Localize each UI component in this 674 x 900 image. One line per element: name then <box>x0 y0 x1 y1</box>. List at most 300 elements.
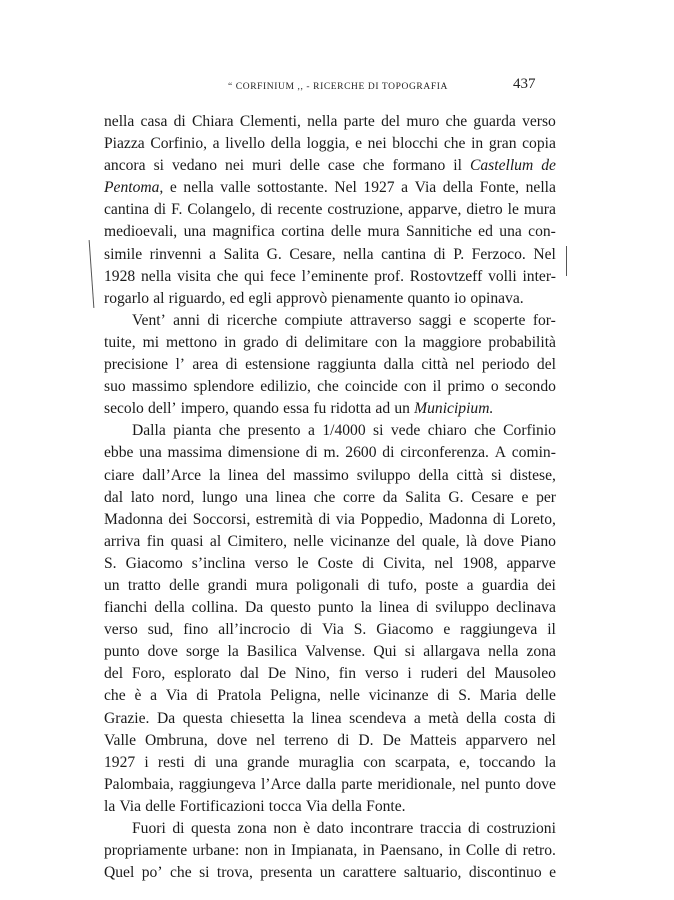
word: Da <box>245 599 264 617</box>
word: grandi <box>207 576 248 594</box>
word: mettono <box>166 333 218 351</box>
word: Nino, <box>294 665 330 683</box>
word: le <box>297 554 309 572</box>
word: i <box>144 753 149 771</box>
word: di <box>196 687 209 705</box>
word: muraglia <box>298 753 355 771</box>
word: magnifica <box>212 223 275 241</box>
word: Fortificazioni <box>179 797 265 815</box>
word: gran <box>488 135 517 153</box>
word: a <box>401 179 409 197</box>
word: G. <box>266 245 282 263</box>
word: questa <box>191 820 231 837</box>
word: di <box>337 731 350 749</box>
word: con <box>363 753 386 771</box>
word: urbane: <box>192 842 240 860</box>
word: Colle <box>465 842 500 860</box>
text-line <box>104 420 556 442</box>
word: primo <box>447 378 485 396</box>
word: di <box>225 356 238 374</box>
word: del <box>104 665 124 683</box>
word: muri <box>252 157 282 175</box>
word: opinava. <box>470 289 524 307</box>
word: che <box>216 267 239 285</box>
word: massima <box>167 444 223 462</box>
word: copia <box>522 135 556 153</box>
word: ridotta <box>330 400 372 418</box>
word: circonferenza. <box>400 444 489 462</box>
word: Fonte. <box>366 797 406 815</box>
word: sottostante. <box>257 179 328 197</box>
word: lato <box>130 488 155 506</box>
word: Nel <box>533 245 556 263</box>
word: A <box>494 444 506 462</box>
word: della <box>154 599 185 617</box>
text-line <box>104 376 556 398</box>
word: approvò <box>276 289 328 307</box>
word: verso <box>364 665 399 683</box>
word: di <box>260 201 273 219</box>
word: fin <box>338 665 357 683</box>
text-line <box>104 840 556 862</box>
word: una <box>215 753 238 771</box>
word: de <box>541 157 556 175</box>
word: si <box>199 864 210 882</box>
word: che <box>313 488 336 506</box>
word: Ombruna, <box>145 731 208 749</box>
word: dove <box>147 643 178 661</box>
word: attraverso <box>349 311 412 329</box>
word: ad <box>375 400 391 418</box>
word: esplorato <box>174 665 232 683</box>
word: Peligna, <box>270 687 321 705</box>
word: secondo <box>504 378 556 396</box>
word: saltuario, <box>403 864 462 882</box>
word: chiaro <box>427 422 467 440</box>
word: Salita <box>223 245 260 263</box>
word: Matteis <box>409 731 457 749</box>
word: Salita <box>405 488 441 506</box>
word: suo <box>104 378 126 396</box>
word: allargava <box>423 643 481 661</box>
word: a <box>212 135 220 153</box>
text-line <box>104 465 556 487</box>
word: ebbe <box>104 444 134 462</box>
word: dei <box>168 510 188 528</box>
word: del <box>536 356 556 374</box>
word: dove <box>525 775 556 793</box>
word: il <box>453 157 462 175</box>
word: il <box>432 378 442 396</box>
word: Mausoleo <box>494 665 556 683</box>
word: Castellum <box>469 157 534 175</box>
word: del <box>266 466 286 484</box>
word: chiesetta <box>230 709 285 727</box>
word: la <box>404 333 416 351</box>
word: che <box>104 687 126 705</box>
word: discontinuo <box>468 864 542 882</box>
word: dove <box>483 532 514 550</box>
word: Fuori <box>132 820 166 837</box>
word: del <box>381 113 401 130</box>
word: dalla <box>383 356 414 374</box>
word: la <box>227 643 239 661</box>
word: e <box>169 179 177 197</box>
text-line <box>104 774 556 796</box>
word: della <box>331 797 362 815</box>
word: sviluppo <box>356 466 411 484</box>
word: compiute <box>284 311 343 329</box>
word: delimitare <box>304 333 368 351</box>
left-margin-mark <box>89 240 95 308</box>
word: che <box>474 422 496 440</box>
text-line <box>104 796 556 818</box>
word: periodo <box>481 356 530 374</box>
word: carattere <box>342 864 397 882</box>
word: l’ <box>175 356 185 374</box>
word: Corfinio, <box>150 135 208 153</box>
word: di <box>172 820 185 837</box>
word: delle <box>525 687 556 705</box>
word: poligonali <box>296 576 360 594</box>
word: della <box>270 135 301 153</box>
word: e <box>443 621 451 639</box>
word: saggi <box>418 311 452 329</box>
word: estensione <box>245 356 311 374</box>
word: Via <box>119 797 142 815</box>
word: retro. <box>522 842 556 860</box>
word: De <box>267 665 287 683</box>
word: F. <box>171 201 183 219</box>
word: di <box>467 820 481 837</box>
word: Impianata, <box>291 842 358 860</box>
word: nelle <box>329 687 360 705</box>
word: comin- <box>511 444 556 462</box>
word: formano <box>392 157 446 175</box>
word: Poppedio, <box>360 510 424 528</box>
word: quasi <box>170 532 204 550</box>
word: in <box>448 842 461 860</box>
word: che <box>218 422 241 440</box>
word: Cesare <box>471 488 514 506</box>
word: Giacomo <box>376 621 434 639</box>
word: e <box>355 135 363 153</box>
word: di <box>382 444 395 462</box>
word: D. <box>358 731 374 749</box>
word: presenta <box>260 864 313 882</box>
word: Municipium. <box>414 400 494 418</box>
word: dal <box>239 665 260 683</box>
word: Madonna <box>428 510 488 528</box>
word: Piano <box>520 532 556 550</box>
word: probabilità <box>488 333 556 351</box>
word: raggiungeva <box>460 621 538 639</box>
word: casa <box>140 113 168 130</box>
word: volli <box>488 267 517 285</box>
word: poste <box>425 576 459 594</box>
word: De <box>382 731 401 749</box>
word: a <box>307 422 315 440</box>
word: al <box>153 289 165 307</box>
word: dal <box>104 488 124 506</box>
word: che <box>169 864 192 882</box>
word: linea <box>311 709 342 727</box>
word: di <box>153 201 167 219</box>
word: i <box>407 665 412 683</box>
word: di <box>433 245 446 263</box>
word: rogarlo <box>104 289 150 307</box>
word: Clementi, <box>239 113 301 130</box>
text-line <box>104 133 556 155</box>
text-line <box>104 354 556 376</box>
word: Civita, <box>383 554 426 572</box>
word: linea <box>275 488 306 506</box>
word: Foro, <box>131 665 166 683</box>
word: fece <box>269 267 296 285</box>
word: 1908, <box>462 554 498 572</box>
word: a <box>150 687 158 705</box>
word: tratto <box>127 576 161 594</box>
text-line <box>104 818 556 840</box>
word: la <box>104 797 116 815</box>
word: fianchi <box>104 599 148 617</box>
running-title: “ CORFINIUM ,, - RICERCHE DI TOPOGRAFIA <box>228 82 448 92</box>
word: apparve <box>506 554 556 572</box>
word: per <box>536 488 556 506</box>
word: cantina <box>381 245 427 263</box>
word: trova, <box>216 864 253 882</box>
word: del <box>396 532 416 550</box>
word: della <box>442 179 474 197</box>
word: del <box>466 665 486 683</box>
word: ricerche <box>226 311 278 329</box>
word: fin <box>146 532 165 550</box>
word: resti <box>157 753 185 771</box>
word: il <box>547 621 556 639</box>
word: Via <box>165 687 188 705</box>
word: dietro <box>466 201 503 219</box>
word: essa <box>283 400 310 418</box>
word: ed <box>229 289 245 307</box>
word: una <box>183 223 207 241</box>
word: di <box>207 311 220 329</box>
word: e <box>521 488 529 506</box>
page-number: 437 <box>513 76 536 92</box>
word: in <box>362 842 375 860</box>
word: che <box>362 157 385 175</box>
text-line <box>104 685 556 707</box>
word: recente <box>277 201 323 219</box>
word: via <box>335 510 355 528</box>
word: quale, <box>421 532 460 550</box>
word: raggiungeva <box>178 775 256 793</box>
word: 1927 <box>363 179 395 197</box>
word: un <box>104 576 120 594</box>
word: livello <box>225 135 266 153</box>
word: meridionale, <box>377 775 456 793</box>
word: Giacomo <box>125 554 183 572</box>
word: Maria <box>479 687 517 705</box>
word: di <box>285 333 298 351</box>
word: mura <box>367 223 400 241</box>
word: con- <box>528 223 556 241</box>
word: Corfinio <box>503 422 556 440</box>
word: Nel <box>334 179 357 197</box>
word: nella <box>488 643 519 661</box>
word: Sannitiche <box>405 223 472 241</box>
word: rinvenni <box>149 245 202 263</box>
word: medioevali, <box>104 223 178 241</box>
word: guarda <box>473 113 516 130</box>
word: delle <box>169 576 200 594</box>
word: Soccorsi, <box>192 510 251 528</box>
word: Valle <box>104 731 137 749</box>
word: S. <box>104 554 117 572</box>
word: dato <box>316 820 344 837</box>
word: e <box>549 864 556 882</box>
word: la <box>208 466 221 484</box>
text-line <box>104 288 556 310</box>
word: Ferzoco. <box>471 245 526 263</box>
word: una <box>245 488 268 506</box>
word: ruderi <box>420 665 458 683</box>
word: pienamente <box>331 289 404 307</box>
word: in <box>273 842 286 860</box>
word: valle <box>220 179 251 197</box>
text-line <box>104 487 556 509</box>
word: della <box>418 466 449 484</box>
word: della <box>466 709 497 727</box>
word: Palombaia, <box>104 775 174 793</box>
word: nella <box>525 179 556 197</box>
word: la <box>544 753 556 771</box>
word: tufo, <box>388 576 418 594</box>
word: o <box>490 378 499 396</box>
word: Cimitero, <box>227 532 287 550</box>
word: ciare <box>104 466 135 484</box>
word: punto <box>104 643 140 661</box>
word: metà <box>428 709 459 727</box>
word: da <box>382 488 398 506</box>
word: massimo <box>293 466 349 484</box>
word: 2600 <box>345 444 377 462</box>
word: coincide <box>344 378 398 396</box>
text-line <box>104 155 556 177</box>
word: s’inclina <box>191 554 246 572</box>
word: di <box>416 599 429 617</box>
word: dell’ <box>148 400 177 418</box>
word: nel <box>460 775 480 793</box>
word: a <box>209 245 217 263</box>
word: non <box>244 842 269 860</box>
word: io <box>454 289 467 307</box>
word: toccando <box>479 753 536 771</box>
word: le <box>507 201 519 219</box>
word: egli <box>248 289 272 307</box>
word: Loreto, <box>510 510 556 528</box>
word: una <box>499 223 522 241</box>
word: con <box>374 333 398 351</box>
word: in <box>471 135 484 153</box>
word: grande <box>246 753 290 771</box>
word: si <box>373 422 384 440</box>
word: costruzione, <box>327 201 404 219</box>
word: di <box>505 842 518 860</box>
text-line <box>104 398 556 420</box>
word: corre <box>342 488 375 506</box>
word: dall’Arce <box>142 466 202 484</box>
text-line <box>104 641 556 663</box>
word: Madonna <box>104 510 163 528</box>
text-line <box>104 553 556 575</box>
word: vicinanze <box>330 532 390 550</box>
word: apparve, <box>408 201 462 219</box>
word: Via <box>322 621 344 639</box>
text-line <box>104 862 556 884</box>
word: Valvense. <box>305 643 366 661</box>
word: nella <box>307 113 338 130</box>
word: dei <box>536 576 556 594</box>
word: nei <box>367 135 387 153</box>
word: nel <box>256 731 276 749</box>
word: che <box>317 378 339 396</box>
word: questa <box>182 709 223 727</box>
word: è <box>134 687 142 705</box>
word: Basilica <box>246 643 298 661</box>
text-line <box>104 244 556 266</box>
word: ancora <box>104 157 146 175</box>
text-line <box>104 221 556 243</box>
word: anni <box>173 311 201 329</box>
word: secolo <box>104 400 144 418</box>
word: precisione <box>104 356 169 374</box>
word: si <box>153 157 164 175</box>
word: verso <box>522 113 556 130</box>
word: Da <box>157 709 176 727</box>
word: case <box>327 157 355 175</box>
word: massimo <box>131 378 188 396</box>
word: Fonte, <box>479 179 520 197</box>
word: di <box>362 554 375 572</box>
word: con <box>403 378 427 396</box>
word: 1/4000 <box>322 422 366 440</box>
word: scoperte <box>473 311 526 329</box>
text-line <box>104 663 556 685</box>
word: declinava <box>496 599 556 617</box>
word: Rostovtzeff <box>409 267 483 285</box>
word: di <box>367 576 380 594</box>
word: tocca <box>268 797 302 815</box>
word: S. <box>458 687 471 705</box>
word: scarpata, <box>394 753 450 771</box>
text-line <box>104 442 556 464</box>
word: vede <box>390 422 421 440</box>
word: città <box>456 466 484 484</box>
word: in <box>224 333 237 351</box>
word: apparvero <box>465 731 528 749</box>
word: cantina <box>104 201 150 219</box>
word: mura <box>255 576 288 594</box>
word: zona <box>237 820 267 837</box>
word: arriva <box>104 532 141 550</box>
word: la <box>360 599 372 617</box>
text-line <box>104 531 556 553</box>
word: Quel <box>104 864 135 882</box>
text-line <box>104 266 556 288</box>
word: guardia <box>481 576 529 594</box>
word: Qui <box>373 643 397 661</box>
word: nella <box>183 179 214 197</box>
